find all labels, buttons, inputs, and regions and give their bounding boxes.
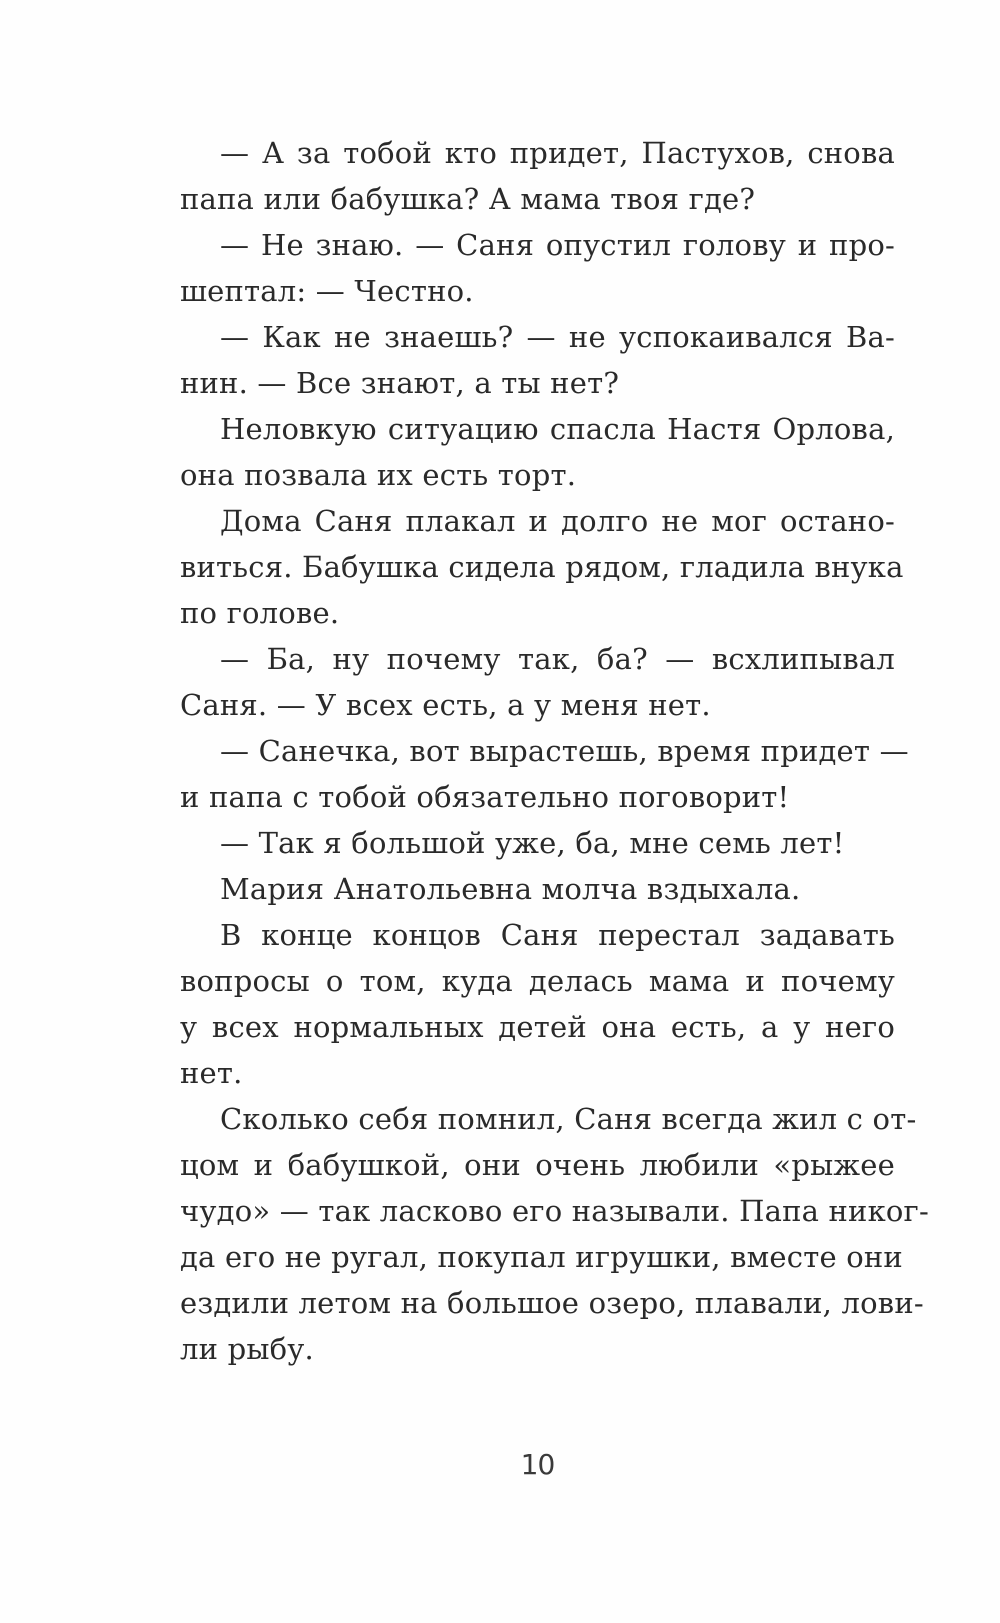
text-line: у всех нормальных детей она есть, а у него (180, 1010, 895, 1044)
text-line: чудо» — так ласково его называли. Папа никог- (180, 1194, 929, 1228)
text-line: шептал: — Честно. (180, 274, 474, 308)
text-line: Неловкую ситуацию спасла Настя Орлова, (220, 412, 895, 446)
text-line: нет. (180, 1056, 243, 1090)
text-line: — Как не знаешь? — не успокаивался Ва- (220, 320, 895, 354)
text-line: Дома Саня плакал и долго не мог остано- (220, 504, 895, 538)
page-number: 10 (520, 1448, 555, 1481)
page-text (180, 130, 929, 1372)
text-line: — Так я большой уже, ба, мне семь лет! (220, 826, 845, 860)
text-line: да его не ругал, покупал игрушки, вместе они (180, 1240, 903, 1274)
text-line: — Ба, ну почему так, ба? — всхлипывал (220, 642, 895, 676)
text-line: Сколько себя помнил, Саня всегда жил с от- (220, 1102, 917, 1136)
text-line: виться. Бабушка сидела рядом, гладила внука (180, 550, 904, 584)
text-line: Саня. — У всех есть, а у меня нет. (180, 688, 711, 722)
text-line: — Санечка, вот вырастешь, время придет — (220, 734, 909, 768)
text-line: В конце концов Саня перестал задавать (220, 918, 895, 952)
text-line: и папа с тобой обязательно поговорит! (180, 780, 790, 814)
text-line: по голове. (180, 596, 340, 630)
text-line: папа или бабушка? А мама твоя где? (180, 182, 756, 216)
text-line: ездили летом на большое озеро, плавали, лови- (180, 1286, 924, 1320)
text-line: цом и бабушкой, они очень любили «рыжее (180, 1148, 895, 1182)
text-line: — А за тобой кто придет, Пастухов, снова (220, 136, 895, 170)
text-line: нин. — Все знают, а ты нет? (180, 366, 620, 400)
text-line: Мария Анатольевна молча вздыхала. (220, 872, 801, 906)
text-line: ли рыбу. (180, 1332, 314, 1366)
text-line: вопросы о том, куда делась мама и почему (180, 964, 895, 998)
text-line: она позвала их есть торт. (180, 458, 577, 492)
text-line: — Не знаю. — Саня опустил голову и про- (220, 228, 895, 262)
